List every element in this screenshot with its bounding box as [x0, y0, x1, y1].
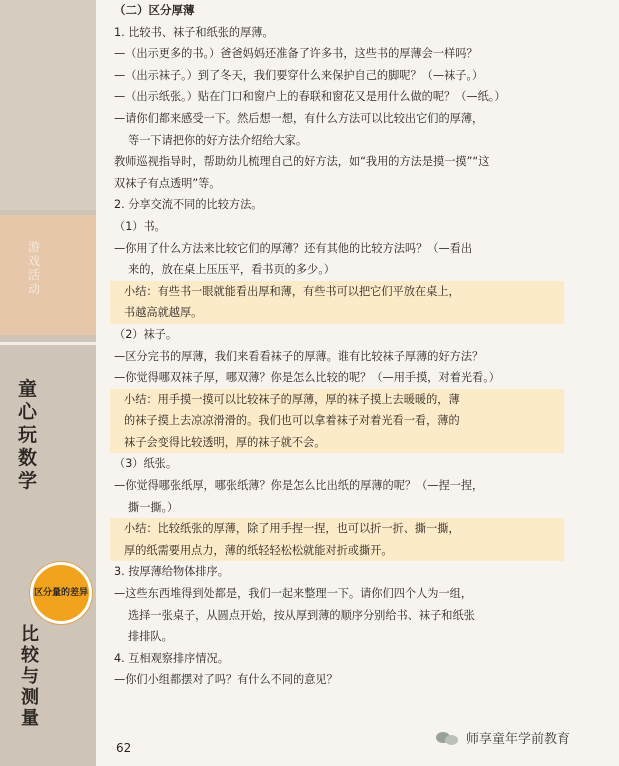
text-line: —（出示更多的书。）爸爸妈妈还准备了许多书，这些书的厚薄会一样吗？ [114, 47, 478, 61]
text-line: 双袜子有点透明”等。 [114, 176, 221, 190]
sidebar-game-label: 游戏活动 [28, 240, 41, 296]
page-content [114, 0, 614, 691]
summary-line: 小结：比较纸张的厚薄，除了用手捏一捏，也可以折一折、撕一撕， [110, 518, 564, 540]
text-line: 撕一撕。） [128, 500, 179, 514]
section-heading: （二）区分厚薄 [114, 3, 195, 17]
sidebar-top-band [0, 0, 96, 210]
text-line: 1. 比较书、袜子和纸张的厚薄。 [114, 25, 274, 39]
text-line: 3. 按厚薄给物体排序。 [114, 565, 229, 579]
text-line: 选择一张桌子，从圆点开始，按从厚到薄的顺序分别给书、袜子和纸张 [128, 608, 475, 622]
text-line: —这些东西堆得到处都是，我们一起来整理一下。请你们四个人为一组， [114, 587, 473, 601]
summary-line: 袜子会变得比较透明，厚的袜子就不会。 [110, 432, 564, 454]
summary-line: 书越高就越厚。 [110, 302, 564, 324]
wechat-icon [436, 730, 460, 746]
text-line: （2）袜子。 [114, 327, 178, 341]
text-line: 等一下请把你的好方法介绍给大家。 [128, 133, 308, 147]
chapter-badge: 区分量的差异 [30, 562, 92, 624]
sidebar-game-block [0, 215, 96, 335]
text-line: （3）纸张。 [114, 457, 178, 471]
summary-line: 厚的纸需要用点力，薄的纸轻轻松松就能对折或撕开。 [110, 540, 564, 562]
text-line: —（出示袜子。）到了冬天，我们要穿什么来保护自己的脚呢？（—袜子。） [114, 68, 484, 82]
text-line: （1）书。 [114, 219, 166, 233]
summary-line: 小结：有些书一眼就能看出厚和薄，有些书可以把它们平放在桌上， [110, 281, 564, 303]
text-line: —你觉得哪双袜子厚，哪双薄？你是怎么比较的呢？（—用手摸，对着光看。） [114, 371, 500, 385]
sidebar [0, 0, 96, 766]
section-title: 比较与测量 [21, 624, 39, 729]
text-line: —请你们都来感受一下。然后想一想，有什么方法可以比较出它们的厚薄， [114, 111, 484, 125]
watermark [436, 728, 570, 747]
summary-line: 小结：用手摸一摸可以比较袜子的厚薄，厚的袜子摸上去暖暖的，薄 [110, 389, 564, 411]
watermark-text: 师享童年学前教育 [466, 732, 571, 747]
text-line: 排排队。 [128, 630, 173, 644]
text-line: —你们小组都摆对了吗？有什么不同的意见？ [114, 673, 338, 687]
text-line: 来的，放在桌上压压平，看书页的多少。） [128, 263, 335, 277]
book-title: 童心玩数学 [18, 378, 38, 492]
page-number: 62 [116, 741, 132, 755]
text-line: —你用了什么方法来比较它们的厚薄？还有其他的比较方法吗？（—看出 [114, 241, 473, 255]
text-line: —（出示纸张。）贴在门口和窗户上的春联和窗花又是用什么做的呢？（—纸。） [114, 90, 506, 104]
summary-line: 的袜子摸上去凉凉滑滑的。我们也可以拿着袜子对着光看一看，薄的 [110, 410, 564, 432]
text-line: —区分完书的厚薄，我们来看看袜子的厚薄。谁有比较袜子厚薄的好方法？ [114, 349, 484, 363]
text-line: —你觉得哪张纸厚，哪张纸薄？你是怎么比出纸的厚薄的呢？（—捏一捏， [114, 479, 484, 493]
text-line: 教师巡视指导时，帮助幼儿梳理自己的好方法，如“我用的方法是摸一摸”“这 [114, 155, 490, 169]
sidebar-divider [0, 342, 96, 345]
text-line: 4. 互相观察排序情况。 [114, 651, 229, 665]
text-line: 2. 分享交流不同的比较方法。 [114, 198, 263, 212]
